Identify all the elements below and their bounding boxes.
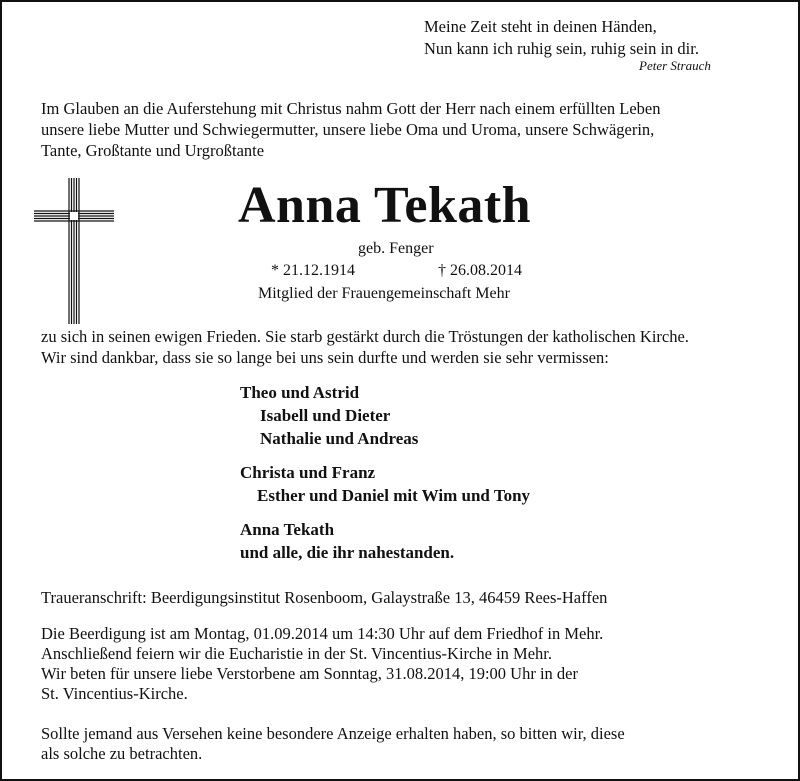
closing-line-1: Sollte jemand aus Versehen keine besondere Anzeige erhalten haben, so bitten wir, diese [41,724,625,743]
intro-line-3: Tante, Großtante und Urgroßtante [41,141,265,160]
quote-line-2: Nun kann ich ruhig sein, ruhig sein in dir. [424,39,699,58]
message-text [41,326,689,368]
mourner-group-3 [240,518,454,564]
mourner-sub: Esther und Daniel mit Wim und Tony [257,486,531,505]
quote-author: Peter Strauch [639,58,711,73]
mourner-sub: Nathalie und Andreas [260,429,419,448]
birth-date: * 21.12.1914 [271,262,355,279]
mourner-sub: und alle, die ihr nahestanden. [240,543,455,562]
deceased-name: Anna Tekath [238,177,532,234]
mourner-group-2 [240,461,530,507]
funeral-line-2: Anschließend feiern wir die Eucharistie in der St. Vincentius-Kirche in Mehr. [41,644,552,663]
funeral-info [41,624,603,704]
funeral-line-4: St. Vincentius-Kirche. [41,684,188,703]
quote-line-1: Meine Zeit steht in deinen Händen, [424,17,657,36]
death-date: † 26.08.2014 [438,262,522,279]
membership: Mitglied der Frauengemeinschaft Mehr [258,285,510,302]
mourner-main: Christa und Franz [240,463,376,482]
intro-line-1: Im Glauben an die Auferstehung mit Christus nahm Gott der Herr nach einem erfüllten Leben [41,99,661,118]
mourner-sub: Isabell und Dieter [260,406,391,425]
mourner-group-1 [240,381,418,450]
message-line-1: zu sich in seinen ewigen Frieden. Sie starb gestärkt durch die Tröstungen der katholischen Kirche. [41,327,689,346]
quote-block [424,16,699,60]
maiden-name: geb. Fenger [358,240,434,257]
intro-text [41,98,660,161]
funeral-line-1: Die Beerdigung ist am Montag, 01.09.2014 um 14:30 Uhr auf dem Friedhof in Mehr. [41,624,604,643]
mourner-main: Theo und Astrid [240,383,360,402]
message-line-2: Wir sind dankbar, dass sie so lange bei uns sein durfte und werden sie sehr vermissen: [41,348,609,367]
intro-line-2: unsere liebe Mutter und Schwiegermutter, unsere liebe Oma und Uroma, unsere Schwägerin, [41,120,655,139]
cross-icon [34,178,114,324]
funeral-line-3: Wir beten für unsere liebe Verstorbene am Sonntag, 31.08.2014, 19:00 Uhr in der [41,664,578,683]
mourning-address: Traueranschrift: Beerdigungsinstitut Rosenboom, Galaystraße 13, 46459 Rees-Haffen [41,588,608,607]
closing-line-2: als solche zu betrachten. [41,744,203,763]
mourner-main: Anna Tekath [240,520,335,539]
closing-note [41,724,625,764]
